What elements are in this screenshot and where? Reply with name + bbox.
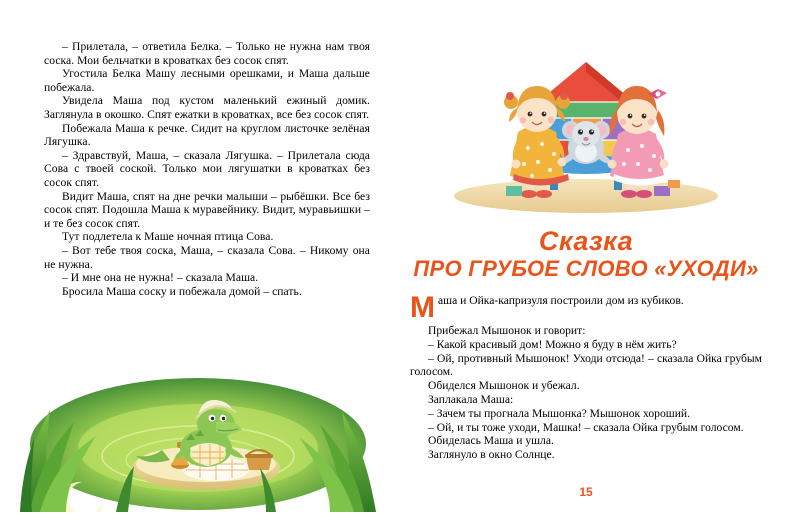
crocodile-picnic-illustration: [20, 352, 376, 512]
drop-cap: М: [410, 291, 435, 324]
paragraph: Обиделся Мышонок и убежал.: [428, 379, 580, 393]
paragraph: – Какой красивый дом! Можно я буду в нём жить?: [428, 337, 677, 351]
paragraph: Увидела Маша под кустом маленький ежиный домик. Заглянула в окошко. Спят ежатки в кроватках, все без сосок спят.: [44, 94, 370, 121]
right-column: [410, 36, 762, 462]
tale-title-line-2: ПРО ГРУБОЕ СЛОВО «УХОДИ»: [413, 256, 759, 281]
page-number: 15: [579, 485, 593, 499]
right-body-text: [410, 291, 762, 462]
children-building-block-house-illustration: [410, 36, 762, 216]
tale-title: [410, 226, 762, 282]
paragraph: – Здравствуй, Маша, – сказала Лягушка. – Прилетала сюда Сова с твоей соской. Только мои лягушатки в кроватках без сосок спят.: [44, 148, 370, 189]
paragraph: Побежала Маша к речке. Сидит на круглом листочке зелёная Лягушка.: [44, 121, 370, 149]
paragraph: – Ой, противный Мышонок! Уходи отсюда! – сказала Ойка грубым голосом.: [410, 351, 762, 379]
paragraph: Видит Маша, спят на дне речки малыши – рыбёшки. Все без сосок спят. Подошла Маша к муравейнику. Видит, муравьишки – и те без сосок спят.: [44, 189, 370, 230]
paragraph: – И мне она не нужна! – сказала Маша.: [62, 271, 259, 285]
paragraph: Заплакала Маша:: [428, 392, 514, 406]
paragraph: – Ой, и ты тоже уходи, Машка! – сказала Ойка грубым голосом.: [428, 420, 744, 434]
tale-title-line-1: Сказка: [538, 226, 634, 256]
paragraph: – Прилетала, – ответила Белка. – Только не нужна нам твоя соска. Мои бельчатки в кроватках без сосок спят.: [44, 40, 370, 67]
paragraph: – Вот тебе твоя соска, Маша, – сказала Сова. – Никому она не нужна.: [44, 243, 370, 271]
paragraph-text: аша и Ойка-капризуля построили дом из кубиков.: [438, 294, 684, 307]
left-text-column: [44, 40, 370, 298]
paragraph: – Зачем ты прогнала Мышонка? Мышонок хороший.: [428, 406, 690, 420]
paragraph-with-dropcap: [410, 291, 762, 324]
paragraph: Прибежал Мышонок и говорит:: [428, 324, 586, 337]
paragraph: Обиделась Маша и ушла.: [428, 434, 554, 448]
paragraph: Угостила Белка Машу лесными орешками, и Маша дальше побежала.: [44, 67, 370, 94]
paragraph: Бросила Маша соску и побежала домой – спать.: [62, 284, 302, 298]
paragraph: Заглянуло в окно Солнце.: [428, 448, 555, 462]
left-body-text: [44, 40, 370, 298]
paragraph: Тут подлетела к Маше ночная птица Сова.: [62, 230, 274, 244]
